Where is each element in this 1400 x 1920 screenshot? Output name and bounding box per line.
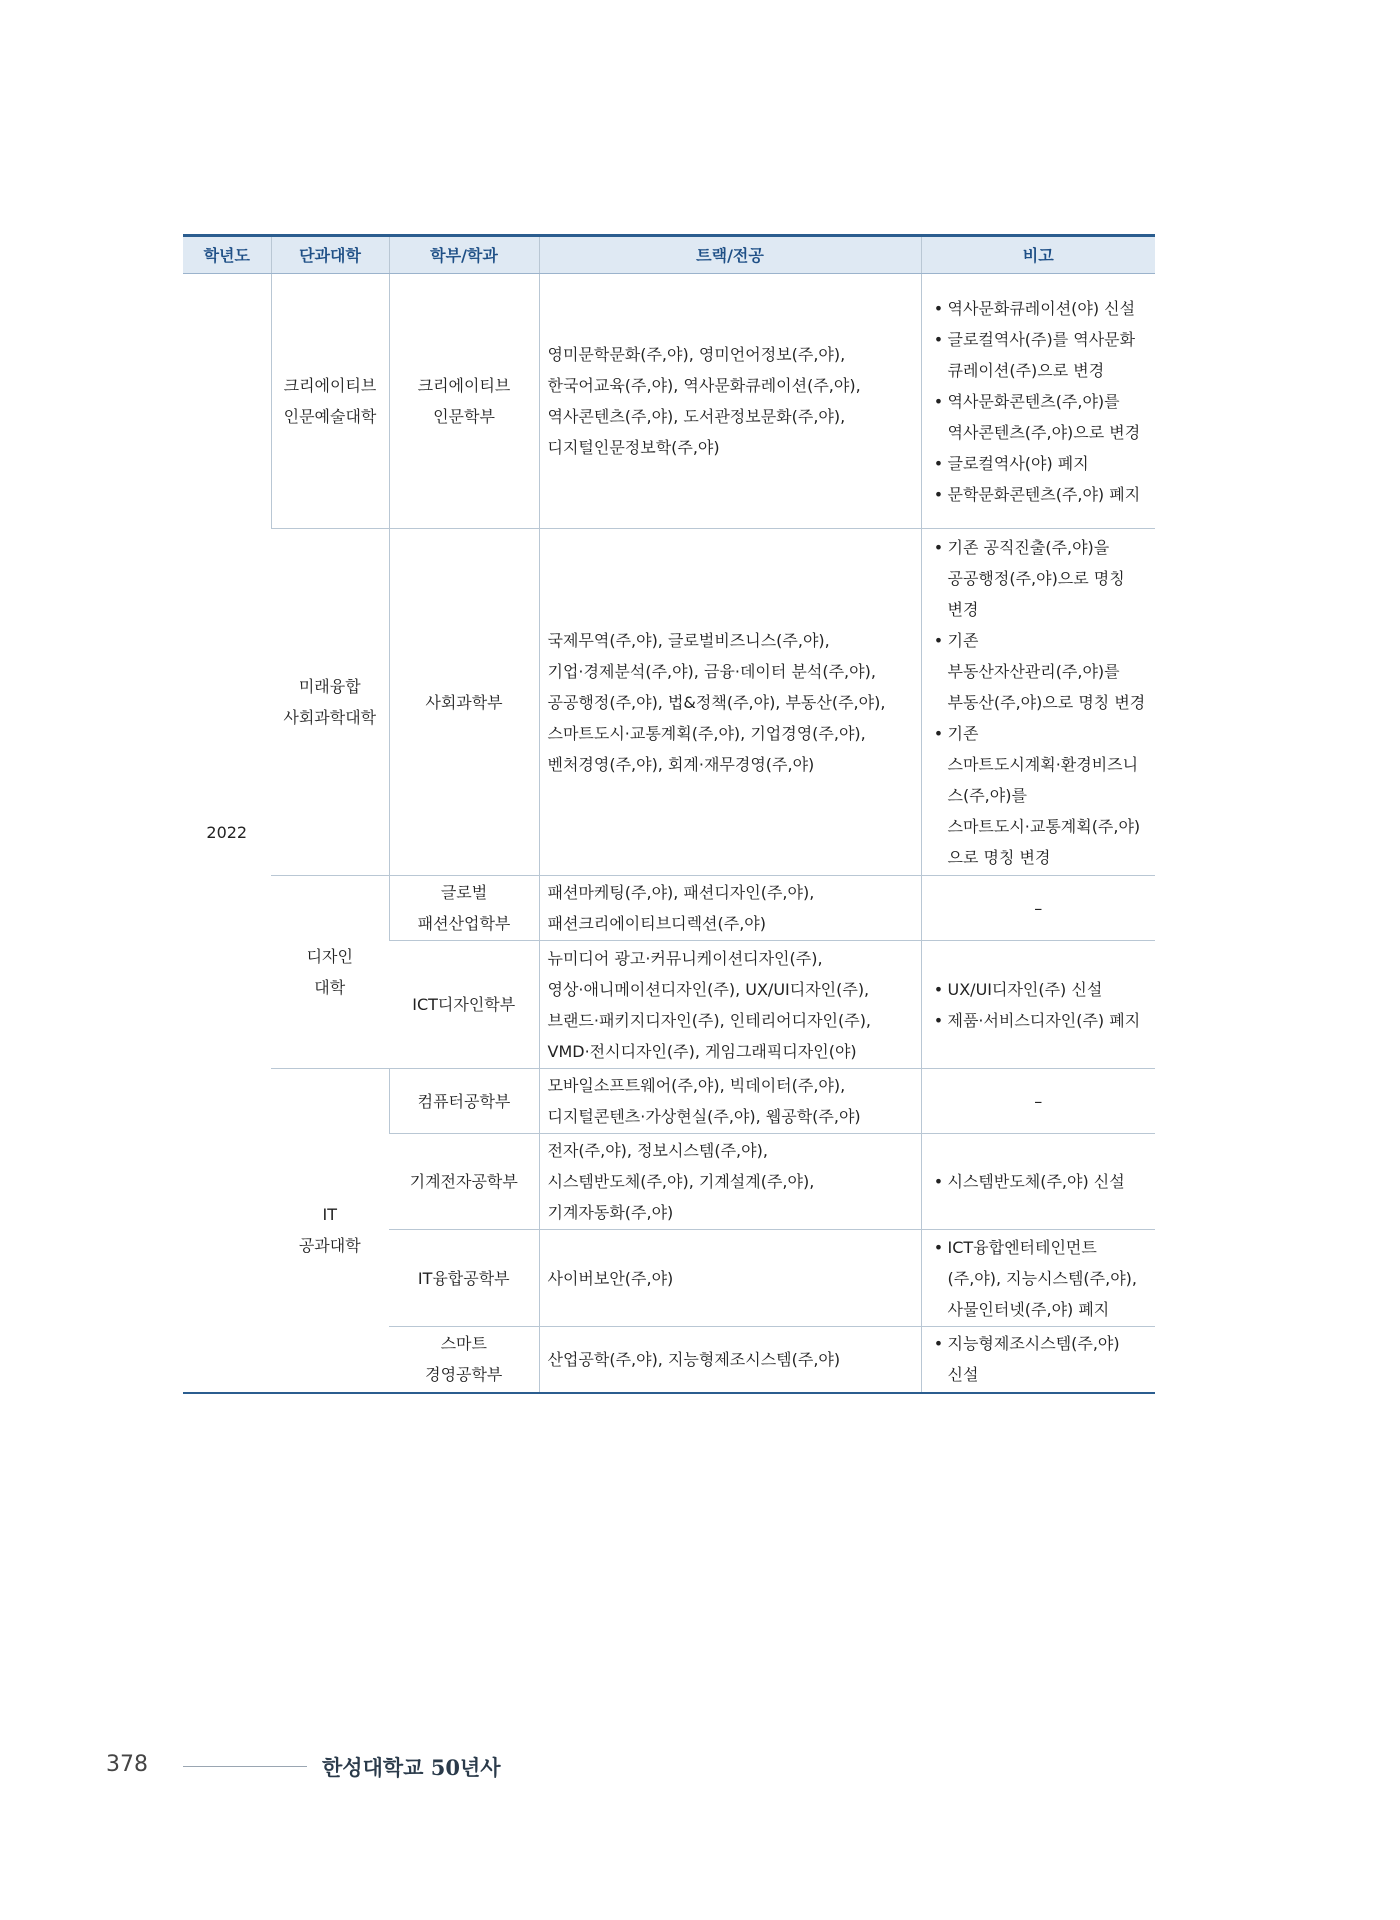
- remark-bullet: [930, 1005, 1148, 1036]
- remarks-dash: –: [1034, 898, 1043, 918]
- remark-line: ICT융합엔터테인먼트: [947, 1237, 1097, 1257]
- footer-divider: [183, 1766, 307, 1767]
- curriculum-table: [183, 234, 1155, 1394]
- track-line: VMD·전시디자인(주), 게임그래픽디자인(야): [547, 1041, 857, 1061]
- remark-line: 신설: [947, 1365, 979, 1385]
- track-line: 모바일소프트웨어(주,야), 빅데이터(주,야),: [547, 1076, 846, 1095]
- remark-bullet: [930, 625, 1148, 718]
- remark-line: 제품·서비스디자인(주) 폐지: [947, 1010, 1141, 1030]
- department-cell: [389, 941, 539, 1069]
- remarks-cell: [921, 1069, 1155, 1134]
- college-cell: [271, 876, 389, 1069]
- track-line: 국제무역(주,야), 글로벌비즈니스(주,야),: [547, 630, 830, 650]
- track-cell: [539, 1069, 921, 1134]
- remark-bullet: [930, 448, 1148, 479]
- track-line: 산업공학(주,야), 지능형제조시스템(주,야): [547, 1349, 841, 1369]
- track-line: 벤처경영(주,야), 회계·재무경영(주,야): [547, 754, 815, 774]
- remark-line: UX/UI디자인(주) 신설: [947, 979, 1103, 999]
- track-cell: [539, 1327, 921, 1393]
- remarks-cell: [921, 1327, 1155, 1393]
- department-name-line: 인문학부: [433, 407, 495, 426]
- department-cell: [389, 1069, 539, 1134]
- remark-bullet: [930, 324, 1148, 386]
- department-cell: [389, 876, 539, 941]
- college-name-line: 대학: [314, 978, 346, 997]
- remark-bullet: [930, 974, 1148, 1005]
- track-cell: [539, 1134, 921, 1230]
- table-row: [183, 1069, 1155, 1134]
- remark-line: 역사문화큐레이션(야) 신설: [947, 298, 1136, 318]
- remark-bullet: [930, 293, 1148, 324]
- remark-line: 역사콘텐츠(주,야)으로 변경: [947, 422, 1141, 442]
- remark-line: 문학문화콘텐츠(주,야) 폐지: [947, 484, 1141, 504]
- remark-line: 글로컬역사(주)를 역사문화: [947, 329, 1136, 349]
- remark-line: 스(주,야)를: [947, 785, 1027, 805]
- remark-line: 부동산(주,야)으로 명칭 변경: [947, 692, 1146, 712]
- track-cell: [539, 274, 921, 529]
- remark-bullet: [930, 718, 1148, 873]
- department-cell: [389, 274, 539, 529]
- page-number: 378: [106, 1752, 148, 1777]
- department-cell: [389, 1134, 539, 1230]
- department-name-line: 경영공학부: [425, 1365, 503, 1385]
- remark-bullet: [930, 532, 1148, 625]
- remark-line: 공공행정(주,야)으로 명칭: [947, 568, 1125, 588]
- remark-line: 사물인터넷(주,야) 폐지: [947, 1299, 1110, 1319]
- track-line: 공공행정(주,야), 법&정책(주,야), 부동산(주,야),: [547, 692, 886, 712]
- track-line: 역사콘텐츠(주,야), 도서관정보문화(주,야),: [547, 407, 846, 426]
- track-line: 브랜드·패키지디자인(주), 인테리어디자인(주),: [547, 1010, 872, 1030]
- book-title: 한성대학교 50년사: [322, 1755, 501, 1780]
- department-name-line: 사회과학부: [425, 692, 503, 712]
- table-header-row: [183, 236, 1155, 274]
- college-cell: [271, 529, 389, 876]
- track-cell: [539, 529, 921, 876]
- track-cell: [539, 1230, 921, 1327]
- header-college: 단과대학: [271, 236, 389, 274]
- department-name-line: 기계전자공학부: [409, 1172, 518, 1191]
- remark-line: (주,야), 지능시스템(주,야),: [947, 1268, 1138, 1288]
- remark-bullet: [930, 1232, 1148, 1325]
- department-name-line: ICT디자인학부: [412, 995, 516, 1014]
- department-name-line: 크리에이티브: [417, 376, 511, 395]
- track-line: 전자(주,야), 정보시스템(주,야),: [547, 1141, 768, 1160]
- college-name-line: 공과대학: [298, 1236, 361, 1256]
- remark-line: 기존: [947, 630, 979, 650]
- remarks-cell: [921, 1134, 1155, 1230]
- department-cell: [389, 1230, 539, 1327]
- track-line: 한국어교육(주,야), 역사문화큐레이션(주,야),: [547, 376, 861, 395]
- college-name-line: 사회과학대학: [283, 708, 377, 727]
- track-line: 스마트도시·교통계획(주,야), 기업경영(주,야),: [547, 723, 866, 743]
- year-value: 2022: [206, 823, 248, 843]
- track-line: 디지털인문정보학(주,야): [547, 438, 720, 457]
- page-footer: [0, 1748, 1400, 1788]
- remark-line: 시스템반도체(주,야) 신설: [947, 1172, 1125, 1191]
- department-name-line: 스마트: [440, 1334, 487, 1354]
- track-cell: [539, 876, 921, 941]
- department-name-line: 패션산업학부: [417, 914, 511, 933]
- track-line: 기업·경제분석(주,야), 금융·데이터 분석(주,야),: [547, 661, 876, 681]
- remark-line: 기존: [947, 723, 979, 743]
- remark-bullet: [930, 1166, 1148, 1197]
- track-line: 패션크리에이티브디렉션(주,야): [547, 914, 766, 933]
- track-line: 영상·애니메이션디자인(주), UX/UI디자인(주),: [547, 979, 870, 999]
- remarks-dash: –: [1034, 1091, 1043, 1111]
- college-name-line: 미래융합: [298, 677, 361, 696]
- track-line: 뉴미디어 광고·커뮤니케이션디자인(주),: [547, 948, 823, 968]
- track-line: 디지털콘텐츠·가상현실(주,야), 웹공학(주,야): [547, 1107, 861, 1126]
- remark-line: 역사문화콘텐츠(주,야)를: [947, 391, 1120, 411]
- track-cell: [539, 941, 921, 1069]
- table-row: [183, 274, 1155, 529]
- department-cell: [389, 529, 539, 876]
- year-cell: [183, 274, 271, 1393]
- department-cell: [389, 1327, 539, 1393]
- remark-bullet: [930, 479, 1148, 510]
- department-name-line: IT융합공학부: [417, 1268, 510, 1288]
- remark-line: 큐레이션(주)으로 변경: [947, 360, 1105, 380]
- remarks-cell: [921, 529, 1155, 876]
- college-name-line: IT: [322, 1205, 337, 1225]
- remarks-cell: [921, 876, 1155, 941]
- department-name-line: 글로벌: [440, 883, 488, 902]
- header-remarks: 비고: [921, 236, 1155, 274]
- table-row: [183, 876, 1155, 941]
- table-row: [183, 529, 1155, 876]
- college-cell: [271, 274, 389, 529]
- remarks-cell: [921, 941, 1155, 1069]
- remark-line: 스마트도시계획·환경비즈니: [947, 754, 1139, 774]
- remark-line: 글로컬역사(야) 폐지: [947, 453, 1089, 473]
- track-line: 패션마케팅(주,야), 패션디자인(주,야),: [547, 883, 815, 902]
- header-department: 학부/학과: [389, 236, 539, 274]
- track-line: 시스템반도체(주,야), 기계설계(주,야),: [547, 1172, 815, 1191]
- remark-line: 스마트도시·교통계획(주,야): [947, 816, 1141, 836]
- remark-bullet: [930, 386, 1148, 448]
- curriculum-table-grid: [183, 234, 1155, 1394]
- track-line: 사이버보안(주,야): [547, 1268, 674, 1288]
- remarks-cell: [921, 274, 1155, 529]
- header-year: 학년도: [183, 236, 271, 274]
- remark-line: 으로 명칭 변경: [947, 847, 1051, 867]
- remark-line: 부동산자산관리(주,야)를: [947, 661, 1120, 681]
- college-name-line: 인문예술대학: [283, 407, 377, 426]
- college-name-line: 크리에이티브: [283, 376, 377, 395]
- college-name-line: 디자인: [306, 947, 353, 966]
- college-cell: [271, 1069, 389, 1393]
- remark-line: 기존 공직진출(주,야)을: [947, 537, 1110, 557]
- remark-line: 변경: [947, 599, 979, 619]
- remark-bullet: [930, 1328, 1148, 1390]
- department-name-line: 컴퓨터공학부: [417, 1091, 511, 1111]
- remarks-cell: [921, 1230, 1155, 1327]
- track-line: 영미문학문화(주,야), 영미언어정보(주,야),: [547, 345, 846, 364]
- remark-line: 지능형제조시스템(주,야): [947, 1334, 1120, 1354]
- track-line: 기계자동화(주,야): [547, 1203, 674, 1222]
- header-track: 트랙/전공: [539, 236, 921, 274]
